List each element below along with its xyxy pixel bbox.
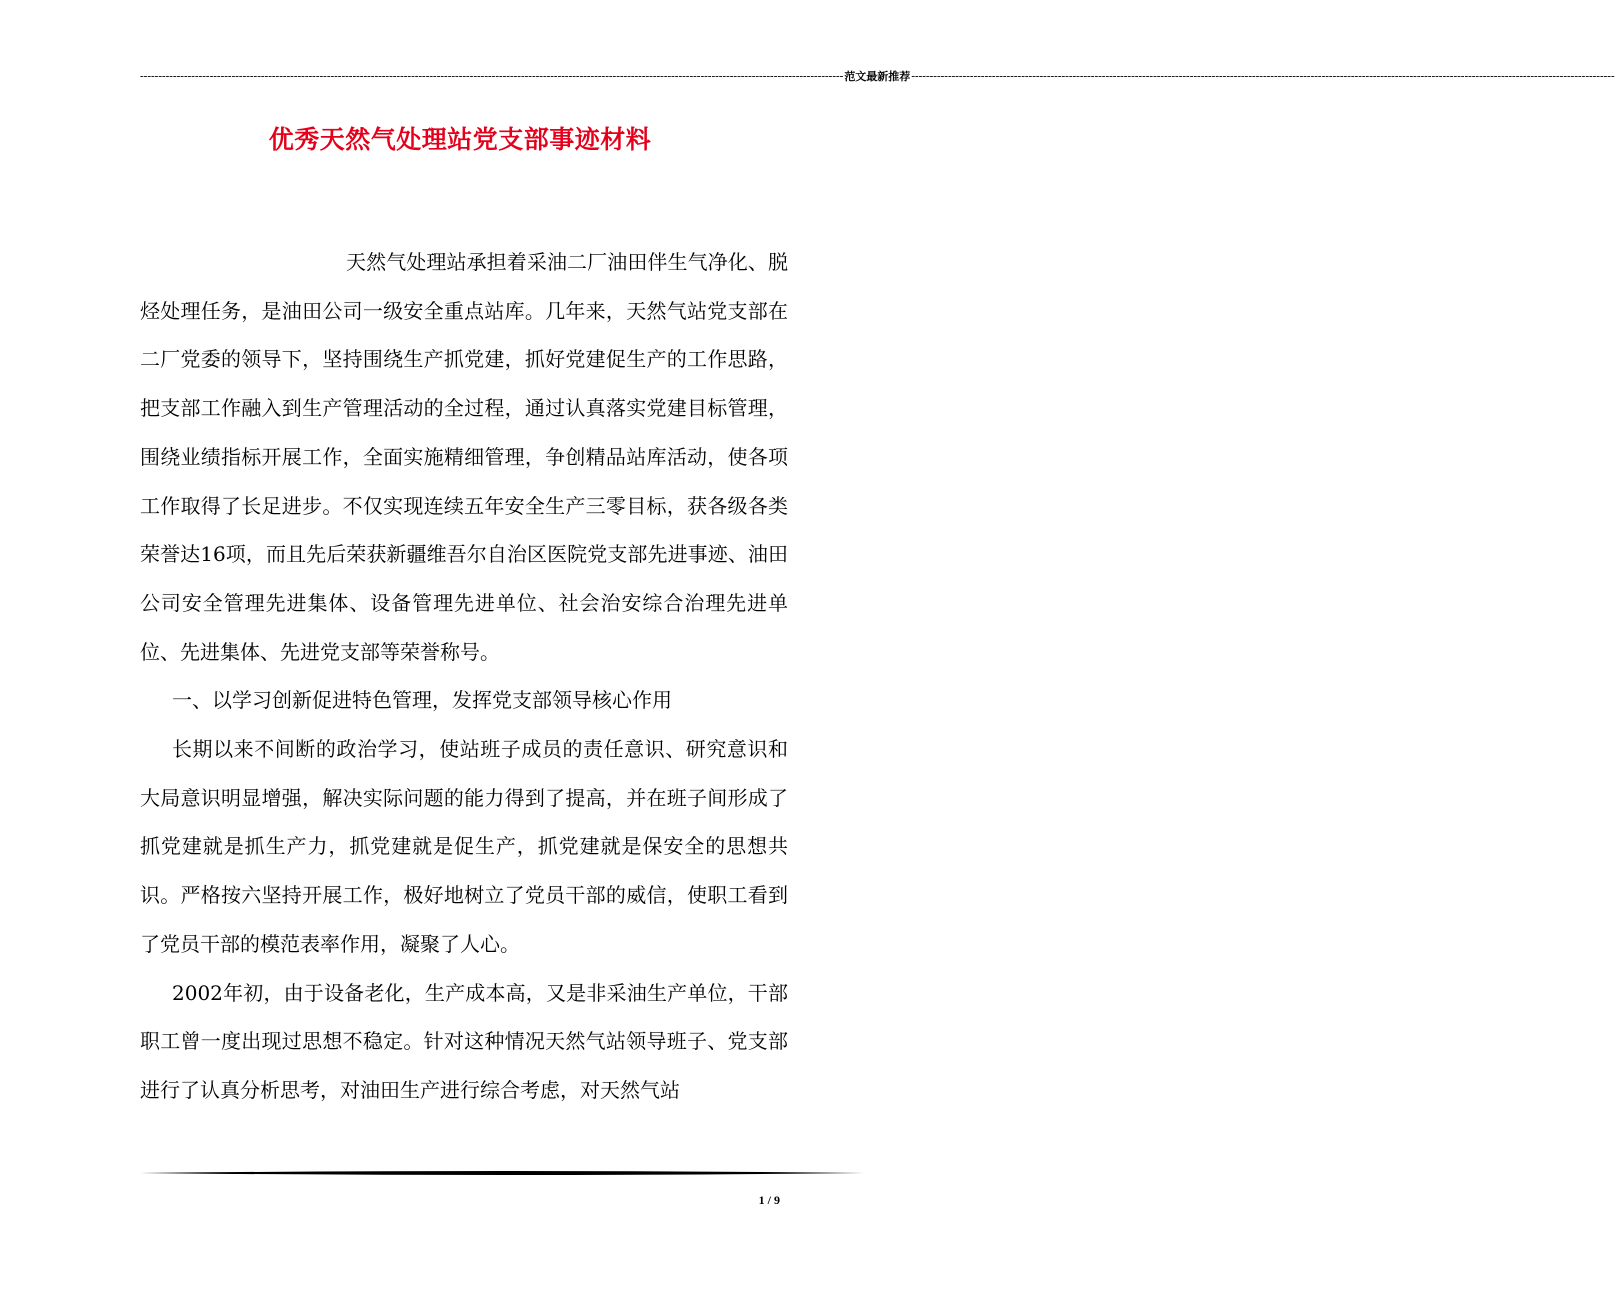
section-heading: 一、以学习创新促进特色管理，发挥党支部领导核心作用 bbox=[172, 688, 672, 713]
running-header bbox=[140, 68, 1615, 84]
document-title: 优秀天然气处理站党支部事迹材料 bbox=[268, 125, 652, 154]
paragraph-intro: 天然气处理站承担着采油二厂油田伴生气净化、脱烃处理任务，是油田公司一级安全重点站库。几年来，天然气站党支部在二厂党委的领导下，坚持围绕生产抓党建，抓好党建促生产的工作思路，把支部工作融入到生产管理活动的全过程，通过认真落实党建目标管理，围绕业绩指标开展工作，全面实施精细管理，争创精品站库活动，使各项工作取得了长足进步。不仅实现连续五年安全生产三零目标，获各级各类荣誉达16项，而且先后荣获新疆维吾尔自治区医院党支部先进事迹、油田公司安全管理先进集体、设备管理先进单位、社会治安综合治理先进单位、先进集体、先进党支部等荣誉称号。 bbox=[140, 250, 788, 664]
footer-rule bbox=[140, 1170, 864, 1176]
header-dashes-right: ------------------------------------------------------------------------------------------------------------------------------------------------------------------------------------------------ bbox=[911, 70, 1615, 82]
paragraph-study: 长期以来不间断的政治学习，使站班子成员的责任意识、研究意识和大局意识明显增强，解决实际问题的能力得到了提高，并在班子间形成了抓党建就是抓生产力，抓党建就是促生产，抓党建就是保安全的思想共识。严格按六坚持开展工作，极好地树立了党员干部的威信，使职工看到了党员干部的模范表率作用，凝聚了人心。 bbox=[140, 737, 788, 956]
page-number: 1 / 9 bbox=[758, 1193, 780, 1207]
paragraph-2002: 2002年初，由于设备老化，生产成本高，又是非采油生产单位，干部职工曾一度出现过思想不稳定。针对这种情况天然气站领导班子、党支部进行了认真分析思考，对油田生产进行综合考虑，对天然气站 bbox=[140, 980, 788, 1102]
header-dashes-left: ------------------------------------------------------------------------------------------------------------------------------------------------------------------------------------------------ bbox=[140, 70, 844, 82]
header-label: 范文最新推荐 bbox=[844, 71, 911, 83]
document-body bbox=[140, 238, 788, 1115]
